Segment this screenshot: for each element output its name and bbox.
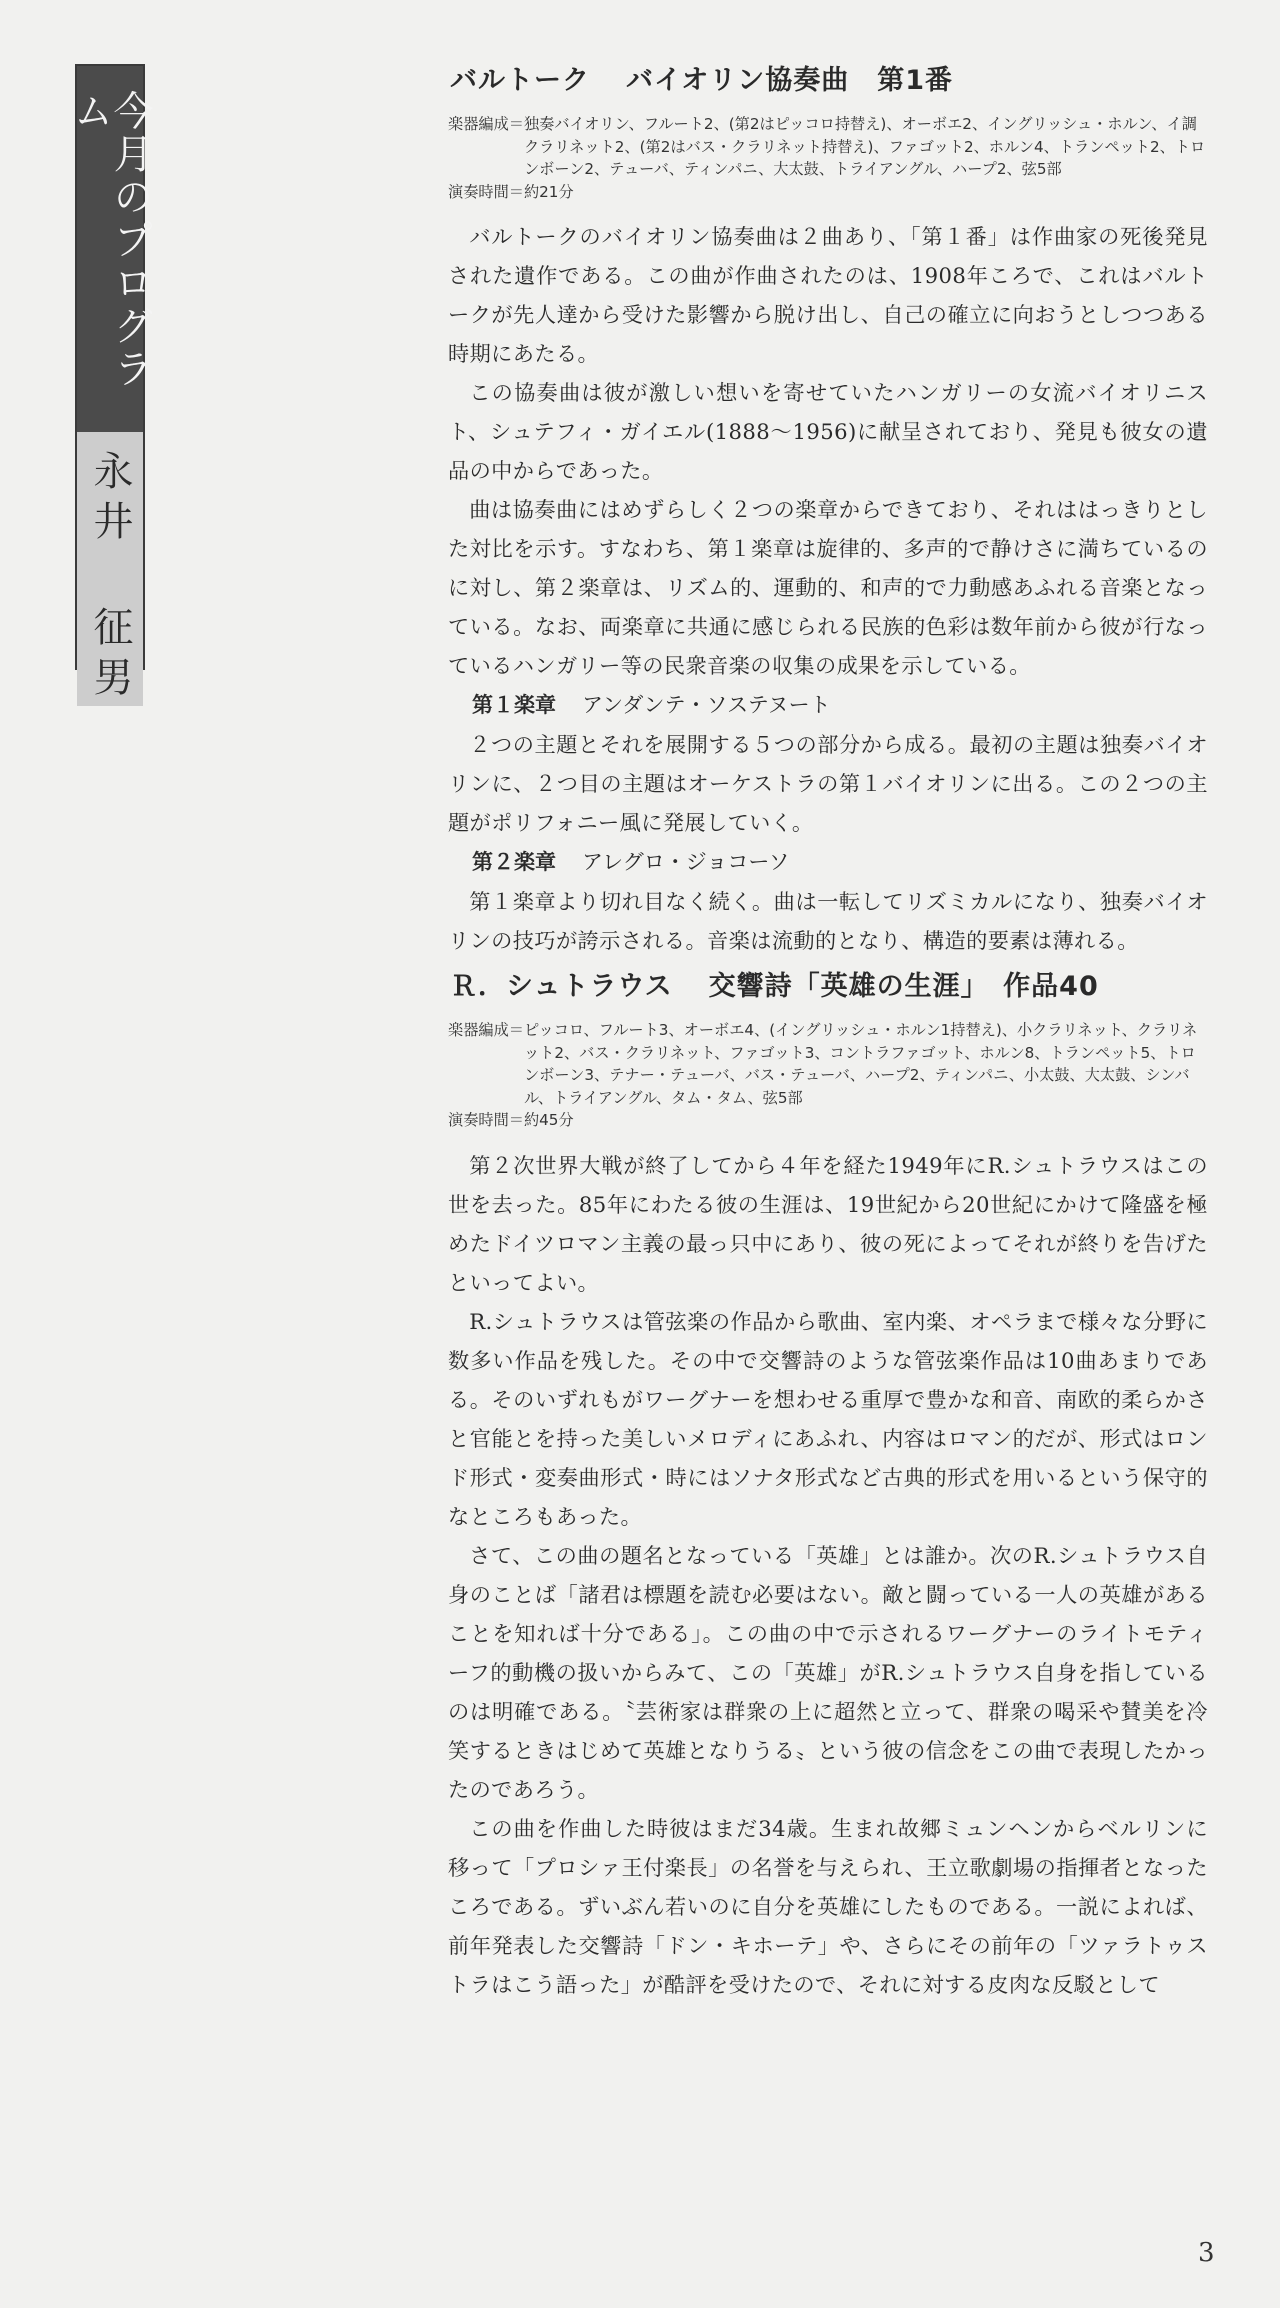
- movement1-heading: [472, 685, 1208, 725]
- movement1-text: ２つの主題とそれを展開する５つの部分から成る。最初の主題は独奏バイオリンに、２つ目の主題はオーケストラの第１バイオリンに出る。この２つの主題がポリフォニー風に発展していく。: [448, 732, 1208, 835]
- movement1-number: 第１楽章: [472, 693, 556, 717]
- piece1-instr-label: 楽器編成＝: [448, 115, 524, 133]
- movement2-name: アレグロ・ジョコーソ: [582, 850, 790, 874]
- piece2-instrumentation: [448, 1019, 1208, 1109]
- piece1-paragraph: 曲は協奏曲にはめずらしく２つの楽章からできており、それははっきりとした対比を示す。すなわち、第１楽章は旋律的、多声的で静けさに満ちているのに対し、第２楽章は、リズム的、運動的、和声的で力動感あふれる音楽となっている。なお、両楽章に共通に感じられる民族的色彩は数年前から彼が行なっているハンガリー等の民衆音楽の収集の成果を示している。: [448, 497, 1208, 678]
- piece1-title: [450, 58, 1208, 97]
- author-panel: [77, 432, 143, 706]
- article-body: [448, 58, 1208, 2004]
- piece2-paragraph: 第２次世界大戦が終了してから４年を経た1949年にR.シュトラウスはこの世を去った。85年にわたる彼の生涯は、19世紀から20世紀にかけて隆盛を極めたドイツロマン主義の最っ只中にあり、彼の死によってそれが終りを告げたといってよい。: [448, 1152, 1208, 1295]
- piece2-instr-value: ピッコロ、フルート3、オーボエ4、(イングリッシュ・ホルン1持替え)、小クラリネット、クラリネット2、バス・クラリネット、ファゴット3、コントラファゴット、ホルン8、トランペット5、トロンボーン3、テナー・テューバ、バス・テューバ、ハープ2、ティンパニ、小太鼓、大太鼓、シンバル、トライアングル、タム・タム、弦5部: [523, 1021, 1198, 1107]
- section-label-panel: [67, 66, 153, 432]
- piece2-composer: Ｒ．シュトラウス: [450, 971, 673, 1002]
- piece2-title: [450, 964, 1208, 1003]
- piece2-instr-label: 楽器編成＝: [448, 1021, 524, 1039]
- movement2-text: 第１楽章より切れ目なく続く。曲は一転してリズミカルになり、独奏バイオリンの技巧が誇示される。音楽は流動的となり、構造的要素は薄れる。: [448, 889, 1208, 953]
- piece1-paragraph: この協奏曲は彼が激しい想いを寄せていたハンガリーの女流バイオリニスト、シュテフィ・ガイエル(1888～1956)に献呈されており、発見も彼女の遺品の中からであった。: [448, 380, 1208, 483]
- piece1-instrumentation: [448, 113, 1208, 181]
- piece2-paragraph: さて、この曲の題名となっている「英雄」とは誰か。次のR.シュトラウス自身のことば「諸君は標題を読む必要はない。敵と闘っている一人の英雄があることを知れば十分である」。この曲の中で示されるワーグナーのライトモティーフ的動機の扱いからみて、この「英雄」がR.シュトラウス自身を指しているのは明確である。〝芸術家は群衆の上に超然と立って、群衆の喝采や賛美を冷笑するときはじめて英雄となりうる〟という彼の信念をこの曲で表現したかったのであろう。: [448, 1542, 1208, 1802]
- piece1-instr-value: 独奏バイオリン、フルート2、(第2はピッコロ持替え)、オーボエ2、イングリッシュ・ホルン、イ調クラリネット2、(第2はバス・クラリネット持替え)、ファゴット2、ホルン4、トランペット2、トロンボーン2、テューバ、ティンパニ、大太鼓、トライアングル、ハープ2、弦5部: [523, 115, 1206, 178]
- author-name: 永井 征男: [87, 450, 133, 706]
- movement2-number: 第２楽章: [472, 850, 556, 874]
- piece2-paragraph: R.シュトラウスは管弦楽の作品から歌曲、室内楽、オペラまで様々な分野に数多い作品を残した。その中で交響詩のような管弦楽作品は10曲あまりである。そのいずれもがワーグナーを想わせる重厚で豊かな和音、南欧的柔らかさと官能とを持った美しいメロディにあふれ、内容はロマン的だが、形式はロンド形式・変奏曲形式・時にはソナタ形式など古典的形式を用いるという保守的なところもあった。: [448, 1308, 1208, 1529]
- piece1-composer: バルトーク: [450, 65, 590, 96]
- section-label-box: [67, 64, 153, 706]
- piece1-work: バイオリン協奏曲 第1番: [626, 65, 953, 96]
- section-label: 今月のプログラム: [67, 90, 153, 391]
- movement1-name: アンダンテ・ソステヌート: [582, 693, 831, 717]
- piece2-duration: 演奏時間＝約45分: [448, 1111, 574, 1129]
- piece1-duration: 演奏時間＝約21分: [448, 182, 574, 201]
- piece2-work: 交響詩「英雄の生涯」 作品40: [708, 971, 1099, 1002]
- piece1-paragraph: バルトークのバイオリン協奏曲は２曲あり、「第１番」は作曲家の死後発見された遺作である。この曲が作曲されたのは、1908年ころで、これはバルトークが先人達から受けた影響から脱け出し、自己の確立に向おうとしつつある時期にあたる。: [448, 224, 1208, 366]
- piece2-paragraph: この曲を作曲した時彼はまだ34歳。生まれ故郷ミュンヘンからベルリンに移って「プロシァ王付楽長」の名誉を与えられ、王立歌劇場の指揮者となったころである。ずいぶん若いのに自分を英雄にしたものである。一説によれば、前年発表した交響詩「ドン・キホーテ」や、さらにその前年の「ツァラトゥストラはこう語った」が酷評を受けたので、それに対する皮肉な反駁として: [448, 1815, 1208, 1997]
- movement2-heading: [472, 842, 1208, 882]
- page-number: 3: [1198, 2238, 1215, 2268]
